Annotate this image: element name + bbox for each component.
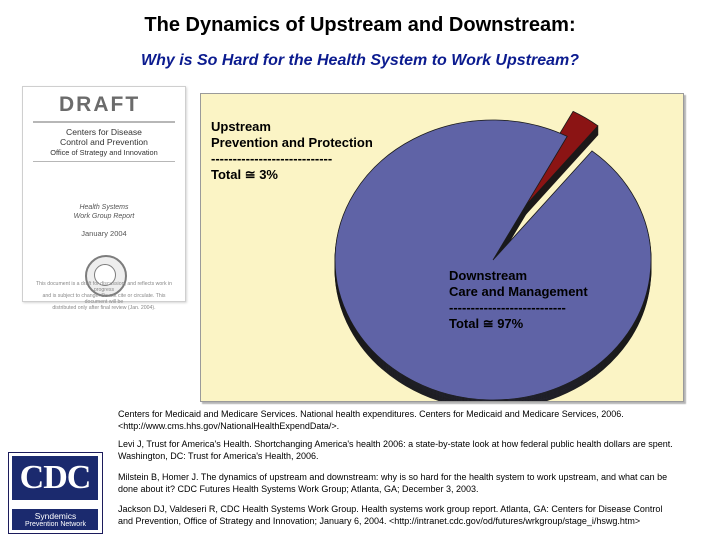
pie-chart-panel	[200, 93, 684, 402]
fine-print-line: and is subject to change. Do not cite or circulate. This document will be	[42, 293, 166, 305]
upstream-label-line: Upstream	[211, 119, 271, 134]
logo-line-2: Prevention Network	[24, 521, 87, 528]
upstream-label	[211, 119, 373, 183]
org-line: Centers for Disease	[66, 127, 142, 137]
downstream-label	[449, 268, 588, 332]
reference-1: Centers for Medicaid and Medicare Services. National health expenditures. Centers for Medicaid and Medicare Services, 2006. <http://www.cms.hhs.gov/NationalHealthExpendData/>.	[118, 409, 624, 431]
upstream-label-line: ----------------------------	[211, 151, 333, 166]
slide-title: The Dynamics of Upstream and Downstream:	[144, 14, 576, 36]
report-date: January 2004	[81, 229, 127, 238]
slide-subtitle: Why is So Hard for the Health System to Work Upstream?	[140, 52, 579, 69]
fine-print-line: distributed only after final review (Jan. 2004).	[52, 305, 156, 311]
draft-report-cover	[22, 86, 186, 311]
cdc-logo	[8, 452, 103, 534]
downstream-label-line: ---------------------------	[449, 300, 566, 315]
upstream-label-line: Total ≅ 3%	[211, 167, 278, 182]
reference-2: Levi J, Trust for America's Health. Shortchanging America's health 2006: a state-by-state look at how federal public health dollars are spent. Washington, DC: Trust for America's Health, 2006.	[118, 439, 673, 461]
downstream-slice	[335, 120, 651, 400]
divider	[33, 161, 175, 162]
reference-4: Jackson DJ, Valdeseri R, CDC Health Systems Work Group. Health systems work group report. Atlanta, GA: Centers for Disease Control and Prevention, Office of Strategy and Innovation; January 6, 2004. <http://intranet.cdc.gov/od/futures/wrkgroup/stage_i/hswg.htm>	[118, 504, 663, 526]
logo-line-1: Syndemics	[34, 511, 77, 521]
cdc-logo-text: CDC	[12, 456, 98, 500]
upstream-label-line: Prevention and Protection	[211, 135, 373, 150]
downstream-label-line: Downstream	[449, 268, 528, 283]
report-line: Health Systems	[79, 204, 129, 211]
fine-print	[31, 281, 177, 311]
downstream-label-line: Total ≅ 97%	[449, 316, 524, 331]
fine-print-line: This document is a draft for discussion, and reflects work in progress	[35, 281, 173, 293]
org-line: Control and Prevention	[60, 137, 148, 147]
reference-3: Milstein B, Homer J. The dynamics of upstream and downstream: why is so hard for the health system to work upstream, and what can be done about it? CDC Futures Health Systems Work Group; Atlanta, GA; December 3, 2003.	[118, 472, 668, 494]
org-line: Office of Strategy and Innovation	[50, 148, 158, 157]
downstream-label-line: Care and Management	[449, 284, 588, 299]
divider	[33, 121, 175, 123]
draft-header: DRAFT	[59, 93, 141, 116]
report-line: Work Group Report	[73, 213, 135, 220]
